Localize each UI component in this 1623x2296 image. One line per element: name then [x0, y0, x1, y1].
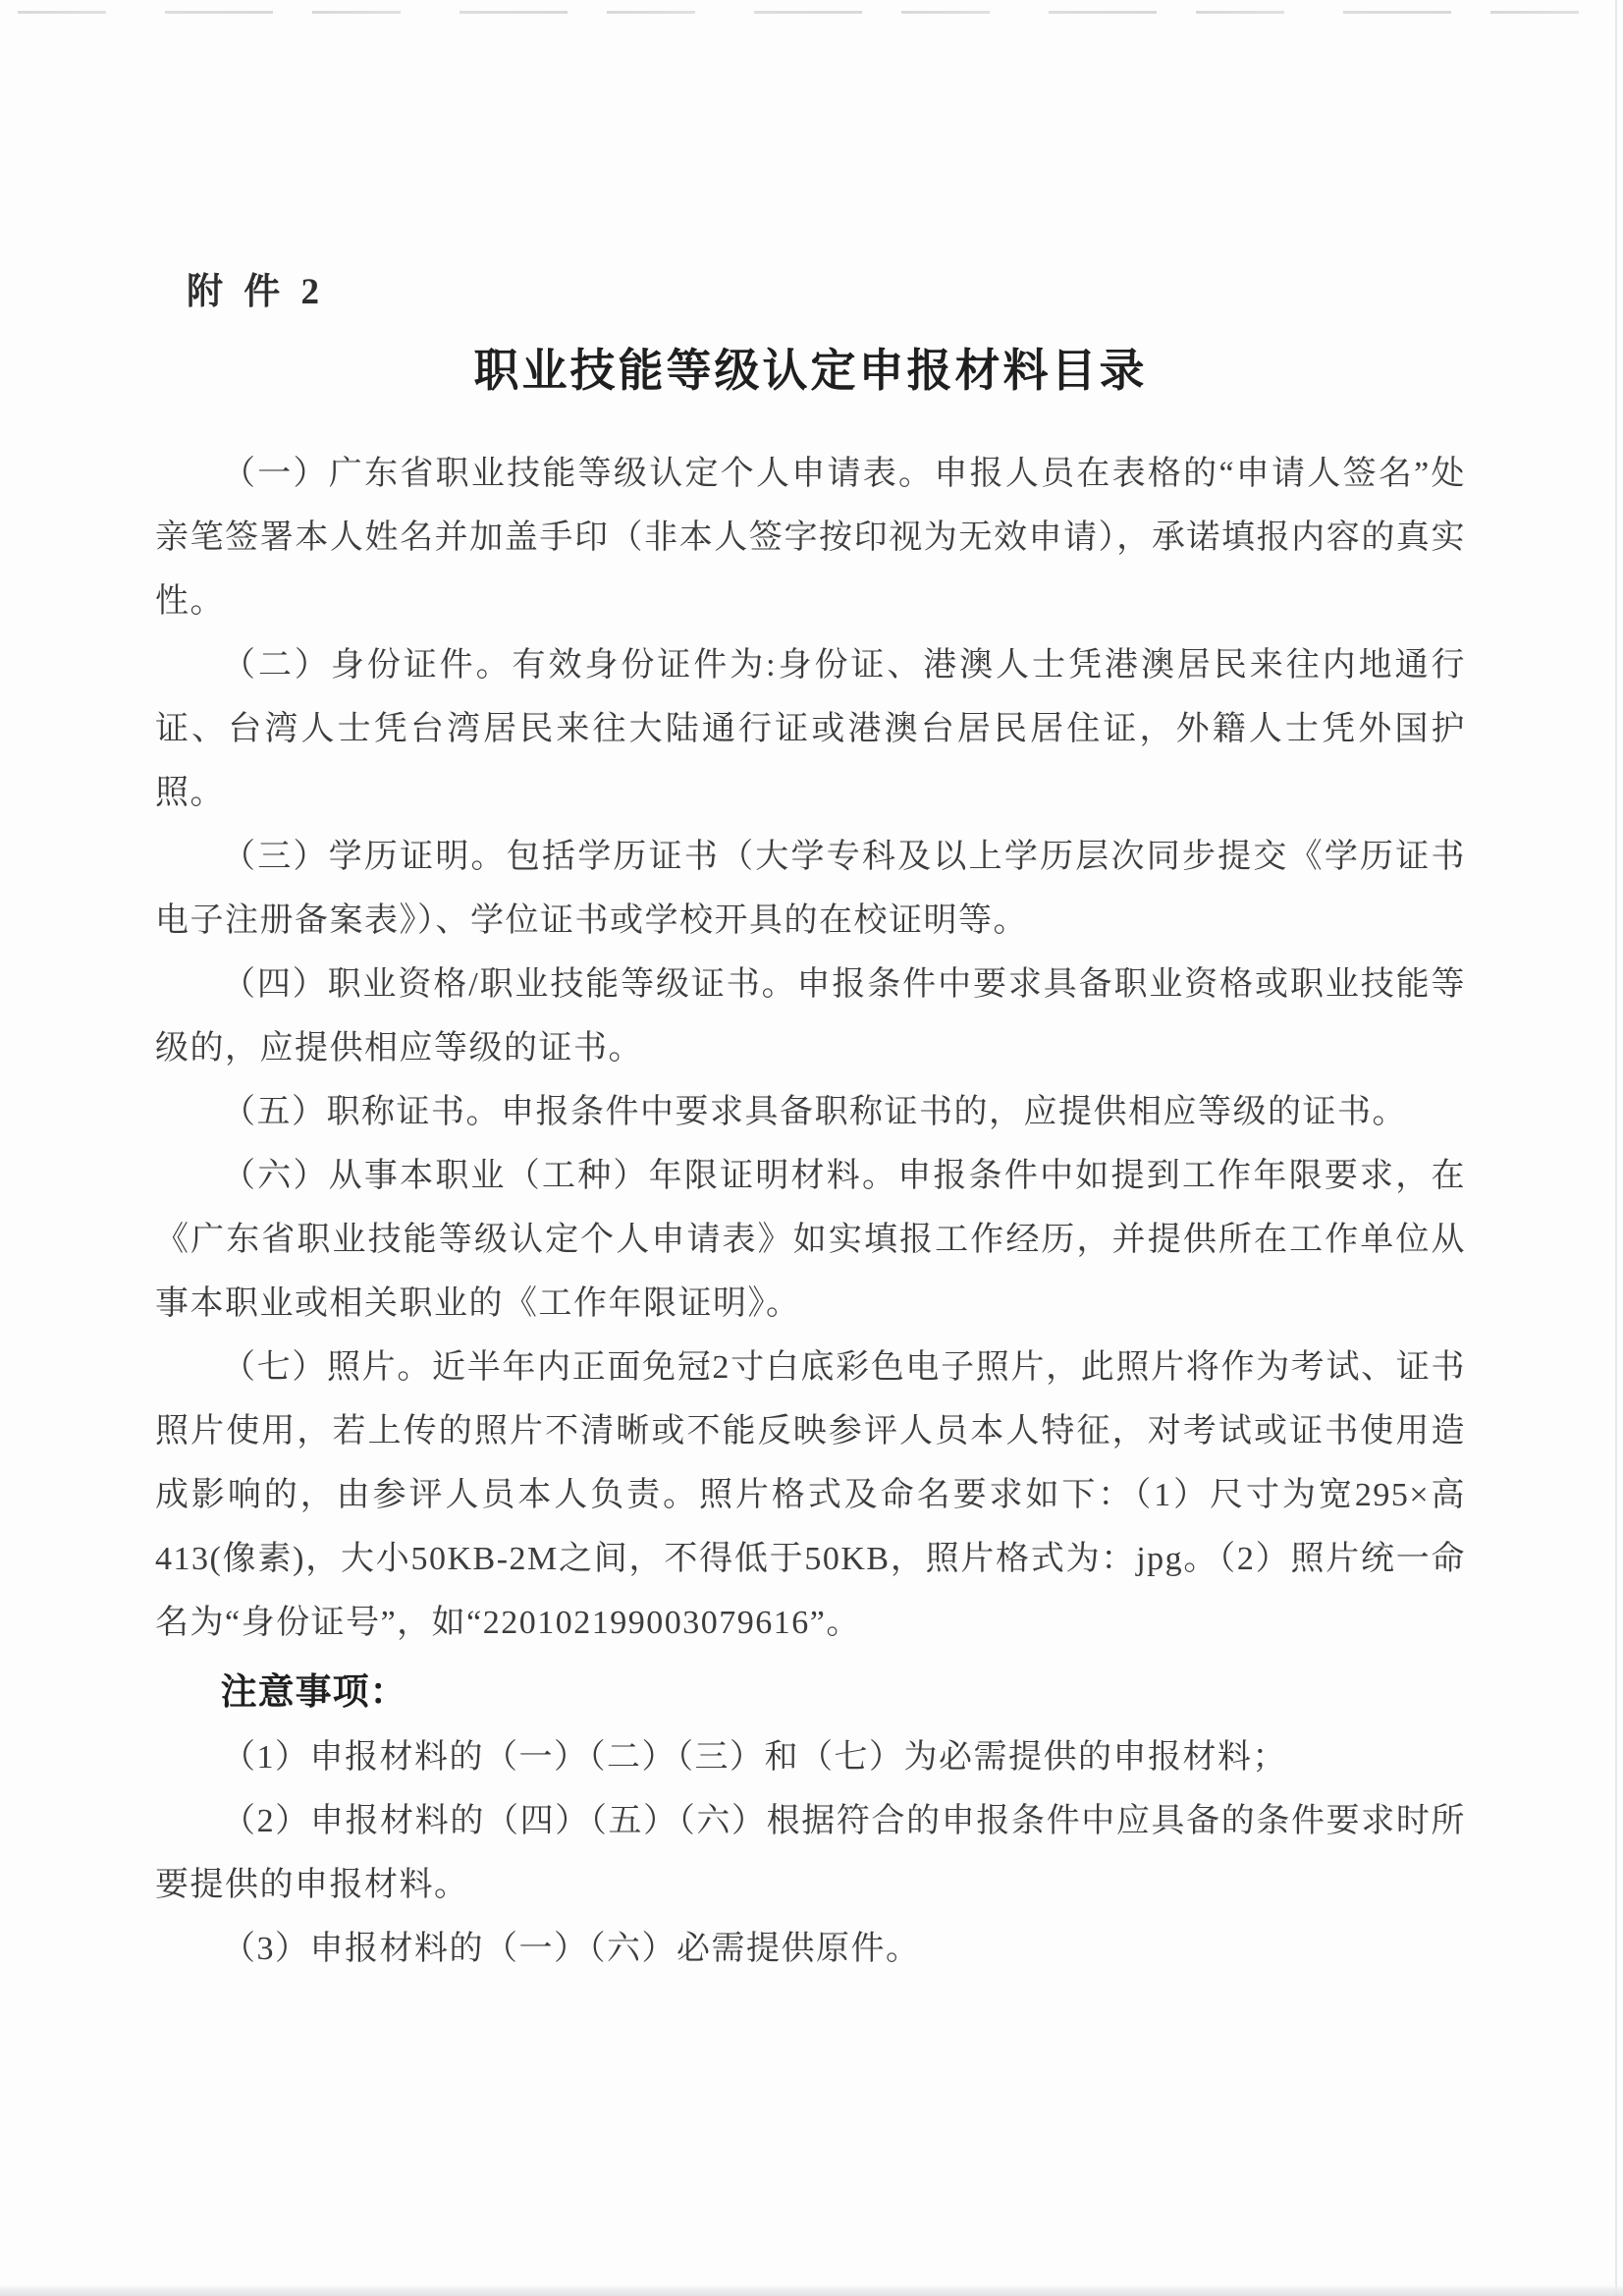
- document-content: [0, 261, 1623, 1981]
- document-body: [155, 442, 1466, 1655]
- paragraph-item-3: （三）学历证明。包括学历证书（大学专科及以上学历层次同步提交《学历证书电子注册备案表》）、学位证书或学校开具的在校证明等。: [155, 839, 1466, 939]
- paragraph-item-1: （一）广东省职业技能等级认定个人申请表。申报人员在表格的“申请人签名”处亲笔签署本人姓名并加盖手印（非本人签字按印视为无效申请），承诺填报内容的真实性。: [155, 456, 1466, 620]
- document-title: 职业技能等级认定申报材料目录: [473, 346, 1148, 396]
- note-item-3: （3）申报材料的（一）（六）必需提供原件。: [222, 1931, 921, 1967]
- scan-artifact-top-edge: [18, 11, 1584, 14]
- note-item-1: （1）申报材料的（一）（二）（三）和（七）为必需提供的申报材料；: [222, 1739, 1287, 1776]
- paragraph-item-4: （四）职业资格/职业技能等级证书。申报条件中要求具备职业资格或职业技能等级的，应提供相应等级的证书。: [155, 966, 1466, 1066]
- paragraph-item-2: （二）身份证件。有效身份证件为:身份证、港澳人士凭港澳居民来往内地通行证、台湾人士凭台湾居民来往大陆通行证或港澳台居民居住证，外籍人士凭外国护照。: [155, 647, 1466, 811]
- notes-list: [155, 1725, 1466, 1981]
- scan-artifact-bottom-edge: [0, 2285, 1623, 2296]
- notes-heading: 注意事项：: [220, 1672, 407, 1713]
- paragraph-item-7: （七）照片。近半年内正面免冠2寸白底彩色电子照片，此照片将作为考试、证书照片使用，若上传的照片不清晰或不能反映参评人员本人特征，对考试或证书使用造成影响的，由参评人员本人负责。照片格式及命名要求如下：（1）尺寸为宽295×高413(像素)，大小50KB-2M之间，不得低于50KB，照片格式为：jpg。（2）照片统一命名为“身份证号”，如“220102199003079616”。: [155, 1349, 1466, 1641]
- note-item-2: （2）申报材料的（四）（五）（六）根据符合的申报条件中应具备的条件要求时所要提供的申报材料。: [155, 1803, 1466, 1903]
- notes-section: [155, 1661, 1466, 1981]
- paragraph-item-6: （六）从事本职业（工种）年限证明材料。申报条件中如提到工作年限要求，在《广东省职业技能等级认定个人申请表》如实填报工作经历，并提供所在工作单位从事本职业或相关职业的《工作年限证明》。: [155, 1158, 1466, 1322]
- paragraph-item-5: （五）职称证书。申报条件中要求具备职称证书的，应提供相应等级的证书。: [222, 1094, 1407, 1130]
- attachment-label: 附 件 2: [187, 272, 325, 312]
